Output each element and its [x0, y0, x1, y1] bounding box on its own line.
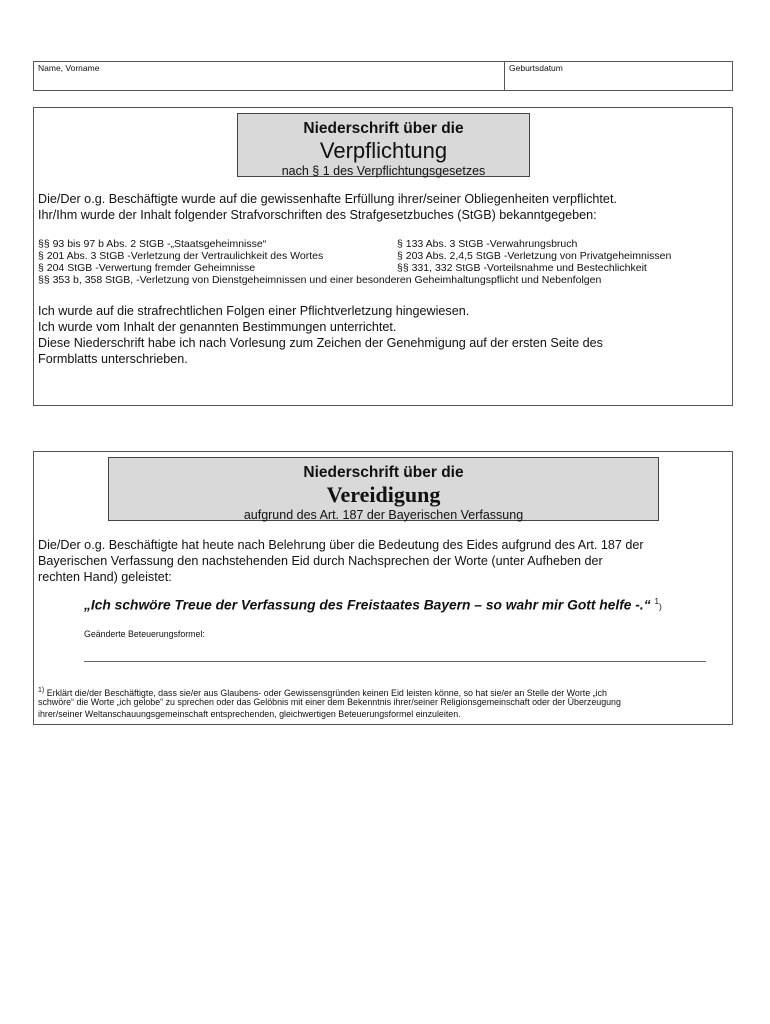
oath-footnote-ref: 1 — [654, 597, 659, 606]
law-item-right: §§ 331, 332 StGB -Vorteilsnahme und Bestechlichkeit — [397, 262, 647, 274]
verpflichtung-intro-line: Die/Der o.g. Beschäftigte wurde auf die gewissenhafte Erfüllung ihrer/seiner Obliegenheiten verpflichtet. — [38, 192, 617, 206]
verpflichtung-closing-line: Diese Niederschrift habe ich nach Vorlesung zum Zeichen der Genehmigung auf der ersten Seite des — [38, 336, 603, 350]
footnote-text: Erklärt die/der Beschäftigte, dass sie/er aus Glaubens- oder Gewissensgründen keinen Eid leisten könne, so hat sie/er an Stelle der Worte „ich — [46, 687, 607, 698]
law-item-left: §§ 93 bis 97 b Abs. 2 StGB -„Staatsgeheimnisse“ — [38, 238, 267, 250]
vereidigung-intro-line: Bayerischen Verfassung den nachstehenden Eid durch Nachsprechen der Worte (unter Aufheben der — [38, 554, 603, 568]
verpflichtung-title-line1: Niederschrift über die — [303, 120, 464, 137]
header-fields-box — [33, 61, 733, 91]
birthdate-field-label: Geburtsdatum — [509, 63, 563, 73]
name-field-label: Name, Vorname — [38, 63, 100, 73]
oath-footnote-ref-close: ) — [658, 601, 662, 612]
verpflichtung-title: Verpflichtung — [319, 138, 448, 163]
changed-formula-line[interactable] — [84, 661, 706, 662]
verpflichtung-closing-line: Formblatts unterschrieben. — [38, 352, 188, 366]
vereidigung-title-line1: Niederschrift über die — [303, 464, 464, 481]
verpflichtung-closing-line: Ich wurde auf die strafrechtlichen Folgen einer Pflichtverletzung hingewiesen. — [38, 304, 470, 318]
oath-text-line — [84, 597, 662, 613]
law-item-right: § 203 Abs. 2,4,5 StGB -Verletzung von Privatgeheimnissen — [397, 250, 672, 262]
field-divider — [504, 62, 505, 90]
footnote-line: ihrer/seiner Weltanschauungsgemeinschaft entsprechenden, gleichwertigen Beteuerungsformel einzuleiten. — [38, 709, 461, 719]
law-item-left: § 204 StGB -Verwertung fremder Geheimnisse — [38, 262, 256, 274]
oath-text: „Ich schwöre Treue der Verfassung des Freistaates Bayern – so wahr mir Gott helfe -.“ — [84, 597, 651, 613]
verpflichtung-title-box — [237, 113, 530, 177]
law-item-right: § 133 Abs. 3 StGB -Verwahrungsbruch — [397, 238, 578, 250]
vereidigung-intro-line: Die/Der o.g. Beschäftigte hat heute nach Belehrung über die Bedeutung des Eides aufgrund des Art. 187 der — [38, 538, 644, 552]
verpflichtung-subtitle: nach § 1 des Verpflichtungsgesetzes — [281, 164, 486, 178]
footnote-ref: 1) — [38, 687, 45, 694]
vereidigung-subtitle: aufgrund des Art. 187 der Bayerischen Verfassung — [243, 508, 524, 522]
changed-formula-label: Geänderte Beteuerungsformel: — [84, 629, 205, 639]
vereidigung-title: Vereidigung — [326, 482, 441, 507]
vereidigung-title-box — [108, 457, 659, 521]
verpflichtung-section — [33, 107, 733, 406]
vereidigung-section — [33, 451, 733, 725]
verpflichtung-closing-line: Ich wurde vom Inhalt der genannten Bestimmungen unterrichtet. — [38, 320, 397, 334]
law-item-full: §§ 353 b, 358 StGB, -Verletzung von Dienstgeheimnissen und einer besonderen Geheimhaltungspflicht und Nebenfolgen — [38, 274, 602, 286]
verpflichtung-intro-line: Ihr/Ihm wurde der Inhalt folgender Strafvorschriften des Strafgesetzbuches (StGB) bekanntgegeben: — [38, 208, 597, 222]
law-item-left: § 201 Abs. 3 StGB -Verletzung der Vertraulichkeit des Wortes — [38, 250, 324, 262]
vereidigung-intro-line: rechten Hand) geleistet: — [38, 570, 172, 584]
footnote-line: schwöre“ die Worte „ich gelobe“ zu sprechen oder das Gelöbnis mit einer dem Bekenntnis ihrer/seiner Religionsgemeinschaft oder der Überzeugung — [38, 697, 621, 707]
